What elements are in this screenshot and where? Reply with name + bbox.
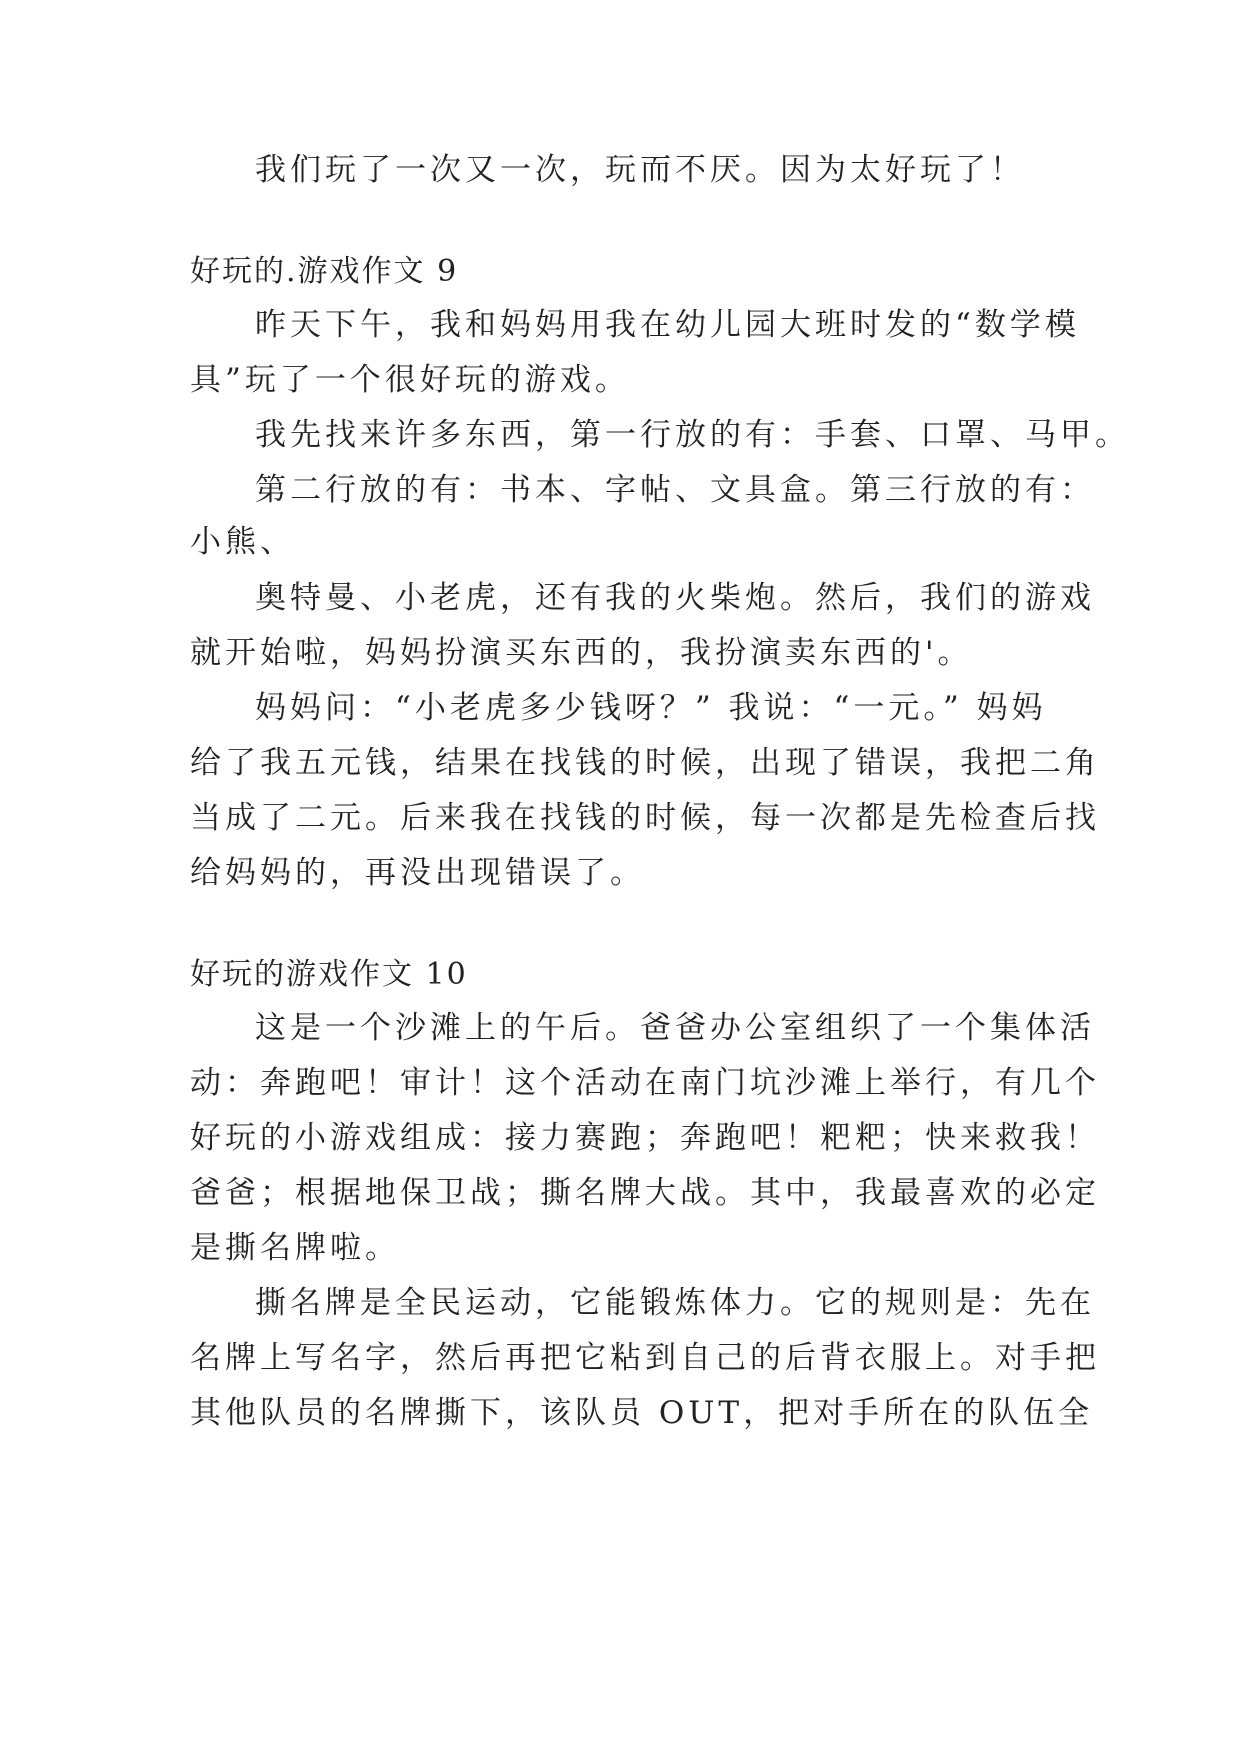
essay-9-line: 我先找来许多东西，第一行放的有：手套、口罩、马甲。 [255,417,1130,453]
essay-9-line: 昨天下午，我和妈妈用我在幼儿园大班时发的“数学模 [255,307,1080,343]
essay-9-line: 妈妈问：“小老虎多少钱呀？” 我说：“一元。” 妈妈 [255,690,1047,726]
essay-10-line: 好玩的小游戏组成：接力赛跑；奔跑吧！粑粑；快来救我！ [190,1120,1100,1156]
essay-9-line: 给妈妈的，再没出现错误了。 [190,855,645,891]
essay-9-line: 奥特曼、小老虎，还有我的火柴炮。然后，我们的游戏 [255,580,1095,616]
essay-10-line: 其他队员的名牌撕下，该队员 OUT，把对手所在的队伍全 [190,1395,1094,1431]
essay-10-line: 这是一个沙滩上的午后。爸爸办公室组织了一个集体活 [255,1010,1095,1046]
essay-10-line: 爸爸；根据地保卫战；撕名牌大战。其中，我最喜欢的必定 [190,1175,1100,1211]
essay-9-line: 就开始啦，妈妈扮演买东西的，我扮演卖东西的'。 [190,635,973,671]
essay-9-title: 好玩的.游戏作文 9 [190,254,459,289]
intro-paragraph-line: 我们玩了一次又一次，玩而不厌。因为太好玩了！ [255,152,1025,188]
essay-9-line: 当成了二元。后来我在找钱的时候，每一次都是先检查后找 [190,800,1100,836]
essay-10-title: 好玩的游戏作文 10 [190,957,468,992]
essay-10-line: 动：奔跑吧！审计！这个活动在南门坑沙滩上举行，有几个 [190,1065,1100,1101]
essay-10-line: 撕名牌是全民运动，它能锻炼体力。它的规则是：先在 [255,1285,1095,1321]
essay-9-line: 第二行放的有：书本、字帖、文具盒。第三行放的有： [255,472,1095,508]
essay-10-line: 是撕名牌啦。 [190,1230,400,1266]
essay-9-line: 具”玩了一个很好玩的游戏。 [190,362,630,398]
essay-10-line: 名牌上写名字，然后再把它粘到自己的后背衣服上。对手把 [190,1340,1100,1376]
essay-9-line: 给了我五元钱，结果在找钱的时候，出现了错误，我把二角 [190,745,1100,781]
essay-9-line: 小熊、 [190,524,295,560]
